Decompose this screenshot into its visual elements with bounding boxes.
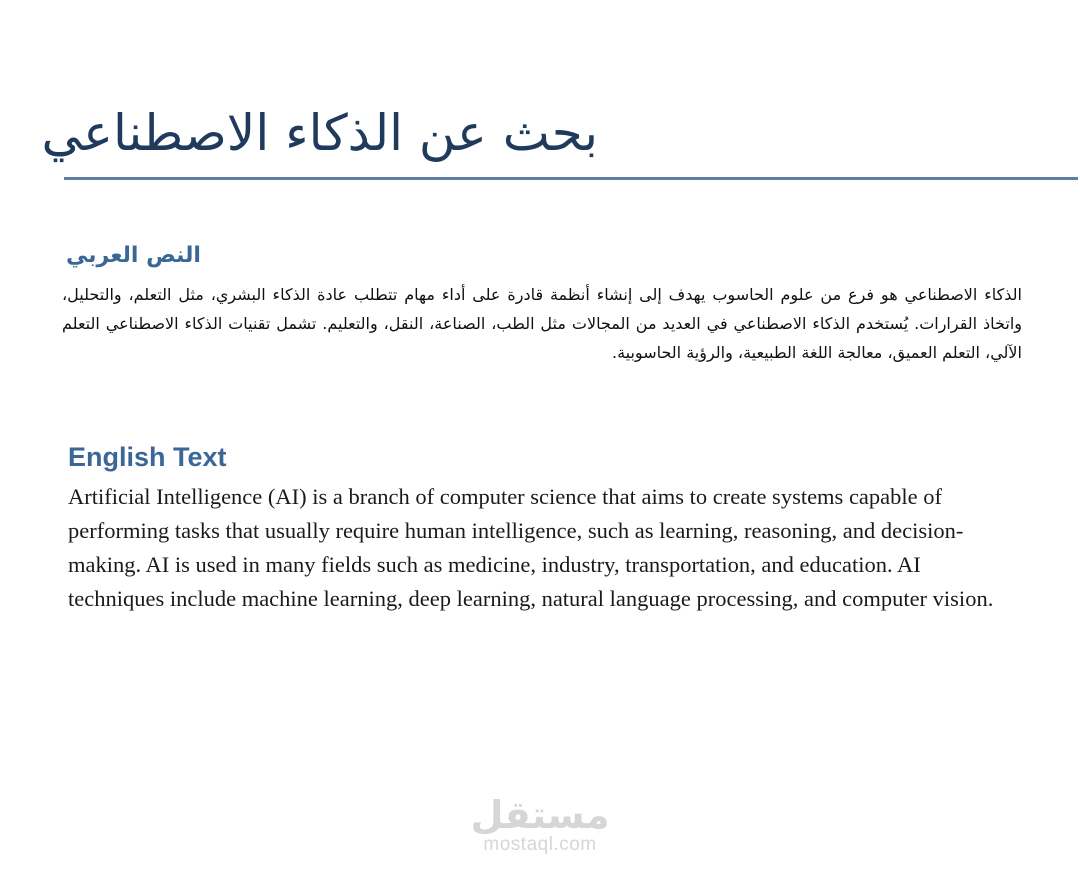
watermark-logo-text: مستقل bbox=[470, 793, 610, 837]
english-paragraph: Artificial Intelligence (AI) is a branch of computer science that aims to create systems capable of performing tasks that usually require human intelligence, such as learning, reasoning, and decision-making. AI is used in many fields such as medicine, industry, transportation, and education. AI techniques include machine learning, deep learning, natural language processing, and computer vision. bbox=[68, 484, 994, 611]
mostaql-watermark bbox=[460, 795, 620, 865]
watermark-url: mostaql.com bbox=[483, 834, 597, 855]
document-title: بحث عن الذكاء الاصطناعي bbox=[41, 104, 598, 162]
english-section-heading: English Text bbox=[68, 442, 227, 472]
arabic-paragraph: الذكاء الاصطناعي هو فرع من علوم الحاسوب يهدف إلى إنشاء أنظمة قادرة على أداء مهام تتطلب عادة الذكاء البشري، مثل التعلم، والتحليل، واتخاذ القرارات. يُستخدم الذكاء الاصطناعي في العديد من المجالات مثل الطب، الصناعة، النقل، والتعليم. تشمل تقنيات الذكاء الاصطناعي التعلم الآلي، التعلم العميق، معالجة اللغة الطبيعية، والرؤية الحاسوبية. bbox=[62, 285, 1022, 362]
title-underline-divider bbox=[64, 177, 1078, 180]
arabic-section-heading: النص العربي bbox=[66, 243, 201, 268]
